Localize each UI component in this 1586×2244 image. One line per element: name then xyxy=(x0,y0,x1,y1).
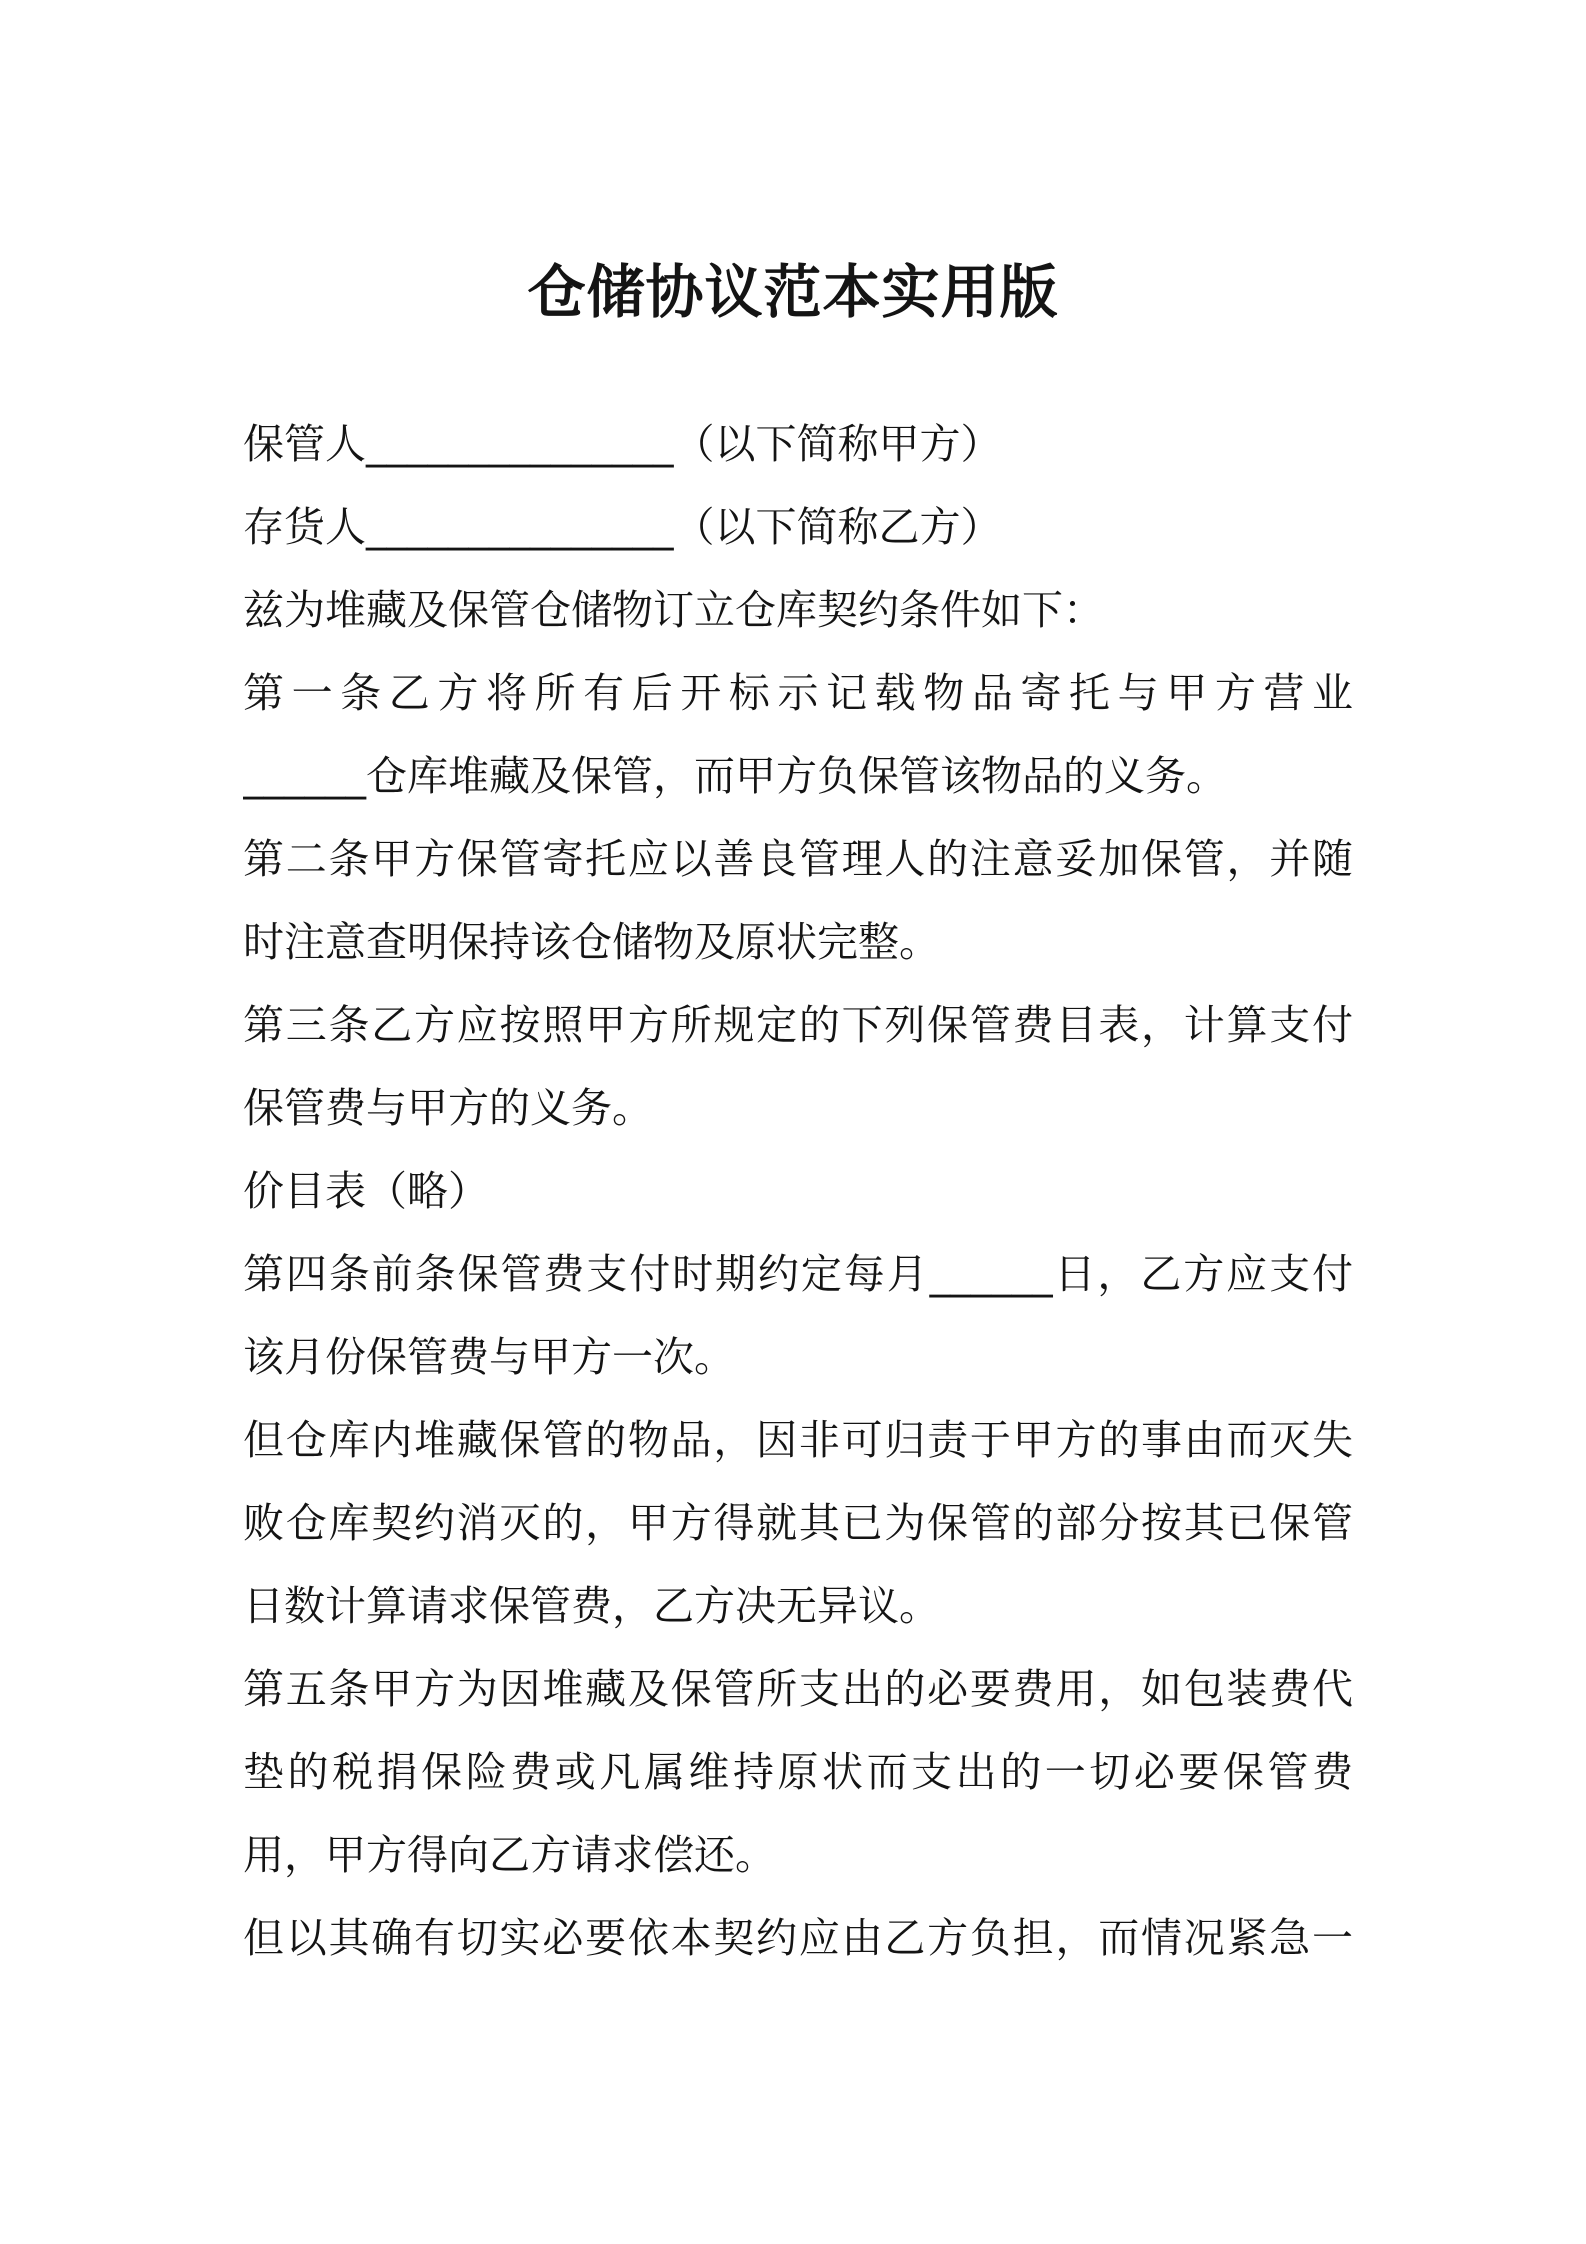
clause-line: 第四条前条保管费支付时期约定每月______日，乙方应支付 xyxy=(243,1250,1353,1298)
clause-line: 第三条乙方应按照甲方所规定的下列保管费目表，计算支付 xyxy=(243,1001,1353,1049)
clause-line: 日数计算请求保管费，乙方决无异议。 xyxy=(243,1582,940,1630)
clause-line: 第二条甲方保管寄托应以善良管理人的注意妥加保管，并随 xyxy=(243,835,1353,883)
clause-line: 但以其确有切实必要依本契约应由乙方负担，而情况紧急一 xyxy=(243,1914,1353,1962)
clause-line: 败仓库契约消灭的，甲方得就其已为保管的部分按其已保管 xyxy=(243,1499,1353,1547)
clause-line: 该月份保管费与甲方一次。 xyxy=(243,1333,735,1381)
clause-line: 用，甲方得向乙方请求偿还。 xyxy=(243,1831,776,1879)
clause-line: 第五条甲方为因堆藏及保管所支出的必要费用，如包装费代 xyxy=(243,1665,1353,1713)
clause-line: 保管费与甲方的义务。 xyxy=(243,1084,653,1132)
clause-line: ______仓库堆藏及保管，而甲方负保管该物品的义务。 xyxy=(243,752,1227,800)
clause-line: 但仓库内堆藏保管的物品，因非可归责于甲方的事由而灭失 xyxy=(243,1416,1353,1464)
clause-line: 时注意查明保持该仓储物及原状完整。 xyxy=(243,918,940,966)
clause-line: 价目表（略） xyxy=(243,1167,489,1215)
clause-line: 保管人_______________（以下简称甲方） xyxy=(243,420,1002,468)
document-body xyxy=(243,403,1353,1980)
clause-line: 第一条乙方将所有后开标示记载物品寄托与甲方营业 xyxy=(243,669,1353,717)
clause-line: 垫的税捐保险费或凡属维持原状而支出的一切必要保管费 xyxy=(243,1748,1353,1796)
document-title: 仓储协议范本实用版 xyxy=(527,258,1059,326)
clause-line: 兹为堆藏及保管仓储物订立仓库契约条件如下： xyxy=(243,586,1104,634)
clause-line: 存货人_______________（以下简称乙方） xyxy=(243,503,1002,551)
